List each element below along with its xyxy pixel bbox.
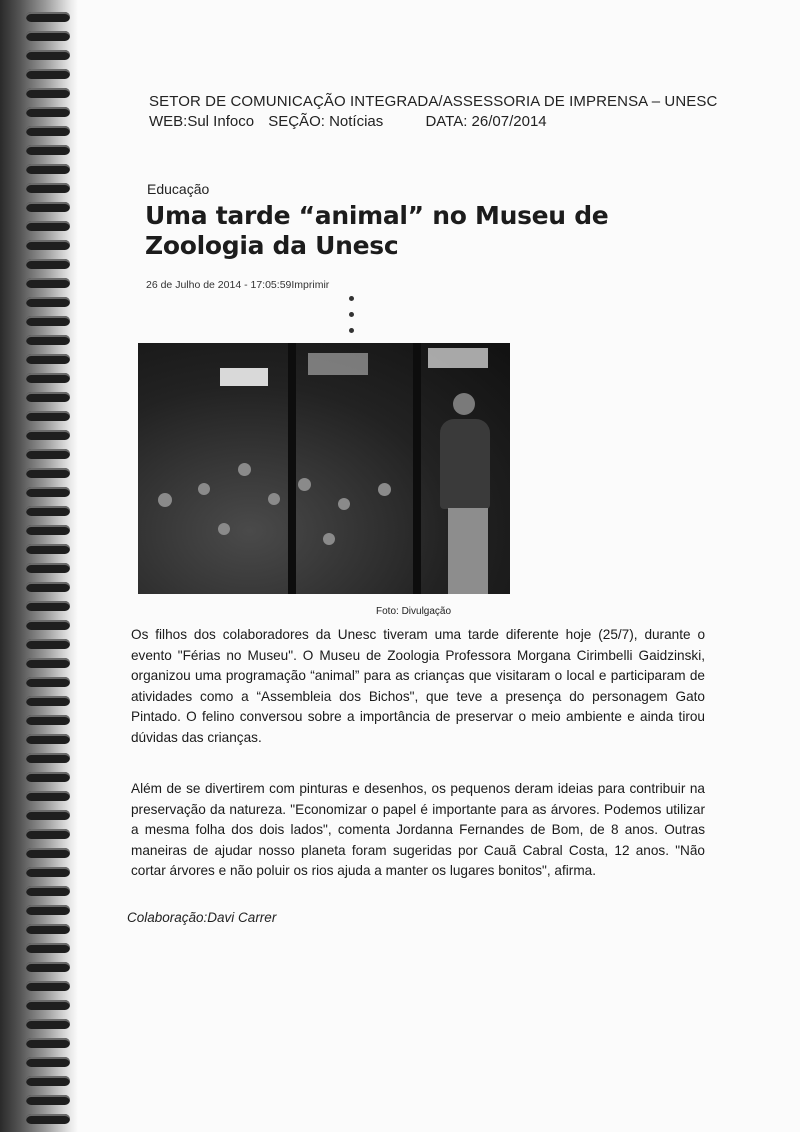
article-section: Educação xyxy=(147,181,210,197)
article-paragraph-2: Além de se divertirem com pinturas e desenhos, os pequenos deram ideias para contribuir na preservação da natureza. "Economizar o papel é importante para as árvores. Podemos utilizar a mesma folha dos dois lados", comenta Jordanna Fernandes de Bom, de 8 anos. Outras maneiras de ajudar nosso planeta foram sugeridas por Cauã Cabral Costa, 12 anos. "Não cortar árvores e não poluir os rios ajuda a manter os lugares bonitos", afirma. xyxy=(131,781,705,878)
header-section: SEÇÃO: Notícias xyxy=(268,113,384,130)
article-credit: Colaboração:Davi Carrer xyxy=(127,910,277,925)
bullet-dots xyxy=(349,296,354,344)
article-title: Uma tarde “animal” no Museu de Zoologia da Unesc xyxy=(145,201,609,260)
article-photo xyxy=(138,343,510,594)
article-paragraph-1: Os filhos dos colaboradores da Unesc tiveram uma tarde diferente hoje (25/7), durante o evento "Férias no Museu". O Museu de Zoologia Professora Morgana Cirimbelli Gaidzinski, organizou uma programação “animal” para as crianças que visitaram o local e participaram de atividades como a “Assembleia dos Bichos", que teve a presença do personagem Gato Pintado. O felino conversou sobre a importância de preservar o meio ambiente e ainda tirou dúvidas das crianças. xyxy=(131,627,705,745)
header-department: SETOR DE COMUNICAÇÃO INTEGRADA/ASSESSORIA DE IMPRENSA – UNESC xyxy=(149,93,718,110)
article-datetime: 26 de Julho de 2014 - 17:05:59 xyxy=(146,279,292,291)
print-link[interactable]: Imprimir xyxy=(291,279,330,291)
article-meta xyxy=(146,279,329,291)
photo-caption: Foto: Divulgação xyxy=(376,606,452,617)
header-info-line xyxy=(149,113,557,130)
header-date: DATA: 26/07/2014 xyxy=(425,113,547,130)
header-web: WEB:Sul Infoco xyxy=(149,113,255,130)
